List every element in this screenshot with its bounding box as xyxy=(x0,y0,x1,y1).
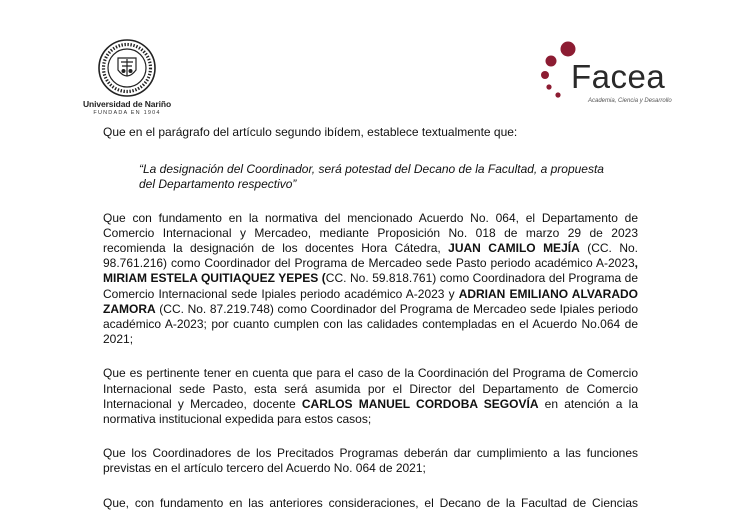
p3-name-3: ADRIAN EMILIANO ALVARADO ZAMORA xyxy=(103,286,638,316)
quote-line-1: “La designación del Coordinador, será potestad del Decano de la Facultad, a propuesta xyxy=(139,162,604,177)
p4-text-2: en atención a la normativa institucional expedida para estos casos; xyxy=(103,396,638,427)
university-name: Universidad de Nariño xyxy=(82,99,172,109)
p4-name: CARLOS MANUEL CORDOBA SEGOVÍA xyxy=(301,396,539,411)
faculty-tagline: Academia, Ciencia y Desarrollo xyxy=(588,98,672,104)
faculty-logo xyxy=(538,40,688,110)
paragraph-6: Que, con fundamento en las anteriores consideraciones, el Decano de la Facultad de Ciencias xyxy=(103,495,638,510)
paragraph-4 xyxy=(103,366,638,427)
p4-text-1: Que es pertinente tener en cuenta que para el caso de la Coordinación del Programa de Comercio Internacional sede Pasto, esta será asumida por el Director del Departamento de Comercio Internacional y Mercadeo, docente xyxy=(103,366,638,411)
quote-line-2: del Departamento respectivo” xyxy=(139,177,297,192)
paragraph-1: Que en el parágrafo del artículo segundo ibídem, establece textualmente que: xyxy=(103,125,518,139)
paragraph-5: Que los Coordinadores de los Precitados Programas deberán dar cumplimiento a las funciones previstas en el artículo tercero del Acuerdo No. 064 de 2021; xyxy=(103,446,638,476)
p3-text-3: CC. No. 59.818.761) como Coordinadora del Programa de Comercio Internacional sede Ipiales periodo académico A-2023 y xyxy=(103,271,638,301)
p3-text-1: Que con fundamento en la normativa del mencionado Acuerdo No. 064, el Departamento de Comercio Internacional y Mercadeo, mediante Proposición No. 018 de marzo 29 de 2023 recomienda la designación de los docentes Hora Cátedra, xyxy=(103,210,638,256)
p3-text-4: (CC. No. 87.219.748) como Coordinador del Programa de Mercadeo sede Ipiales periodo académico A-2023; por cuanto cumplen con las calidades contempladas en el Acuerdo No.064 de 2021; xyxy=(103,301,638,347)
university-founded: FUNDADA EN 1904 xyxy=(93,110,161,116)
university-logo xyxy=(82,38,172,118)
p3-name-1: JUAN CAMILO MEJÍA xyxy=(448,241,580,256)
university-seal-icon xyxy=(96,38,158,98)
faculty-name: Facea xyxy=(571,58,666,95)
paragraph-3 xyxy=(103,211,638,348)
document-body xyxy=(103,125,638,511)
p3-name-2: , MIRIAM ESTELA QUITIAQUEZ YEPES ( xyxy=(103,256,638,286)
p3-text-2: (CC. No. 98.761.216) como Coordinador del Programa de Mercadeo sede Pasto periodo académico A-2023 xyxy=(103,241,638,271)
